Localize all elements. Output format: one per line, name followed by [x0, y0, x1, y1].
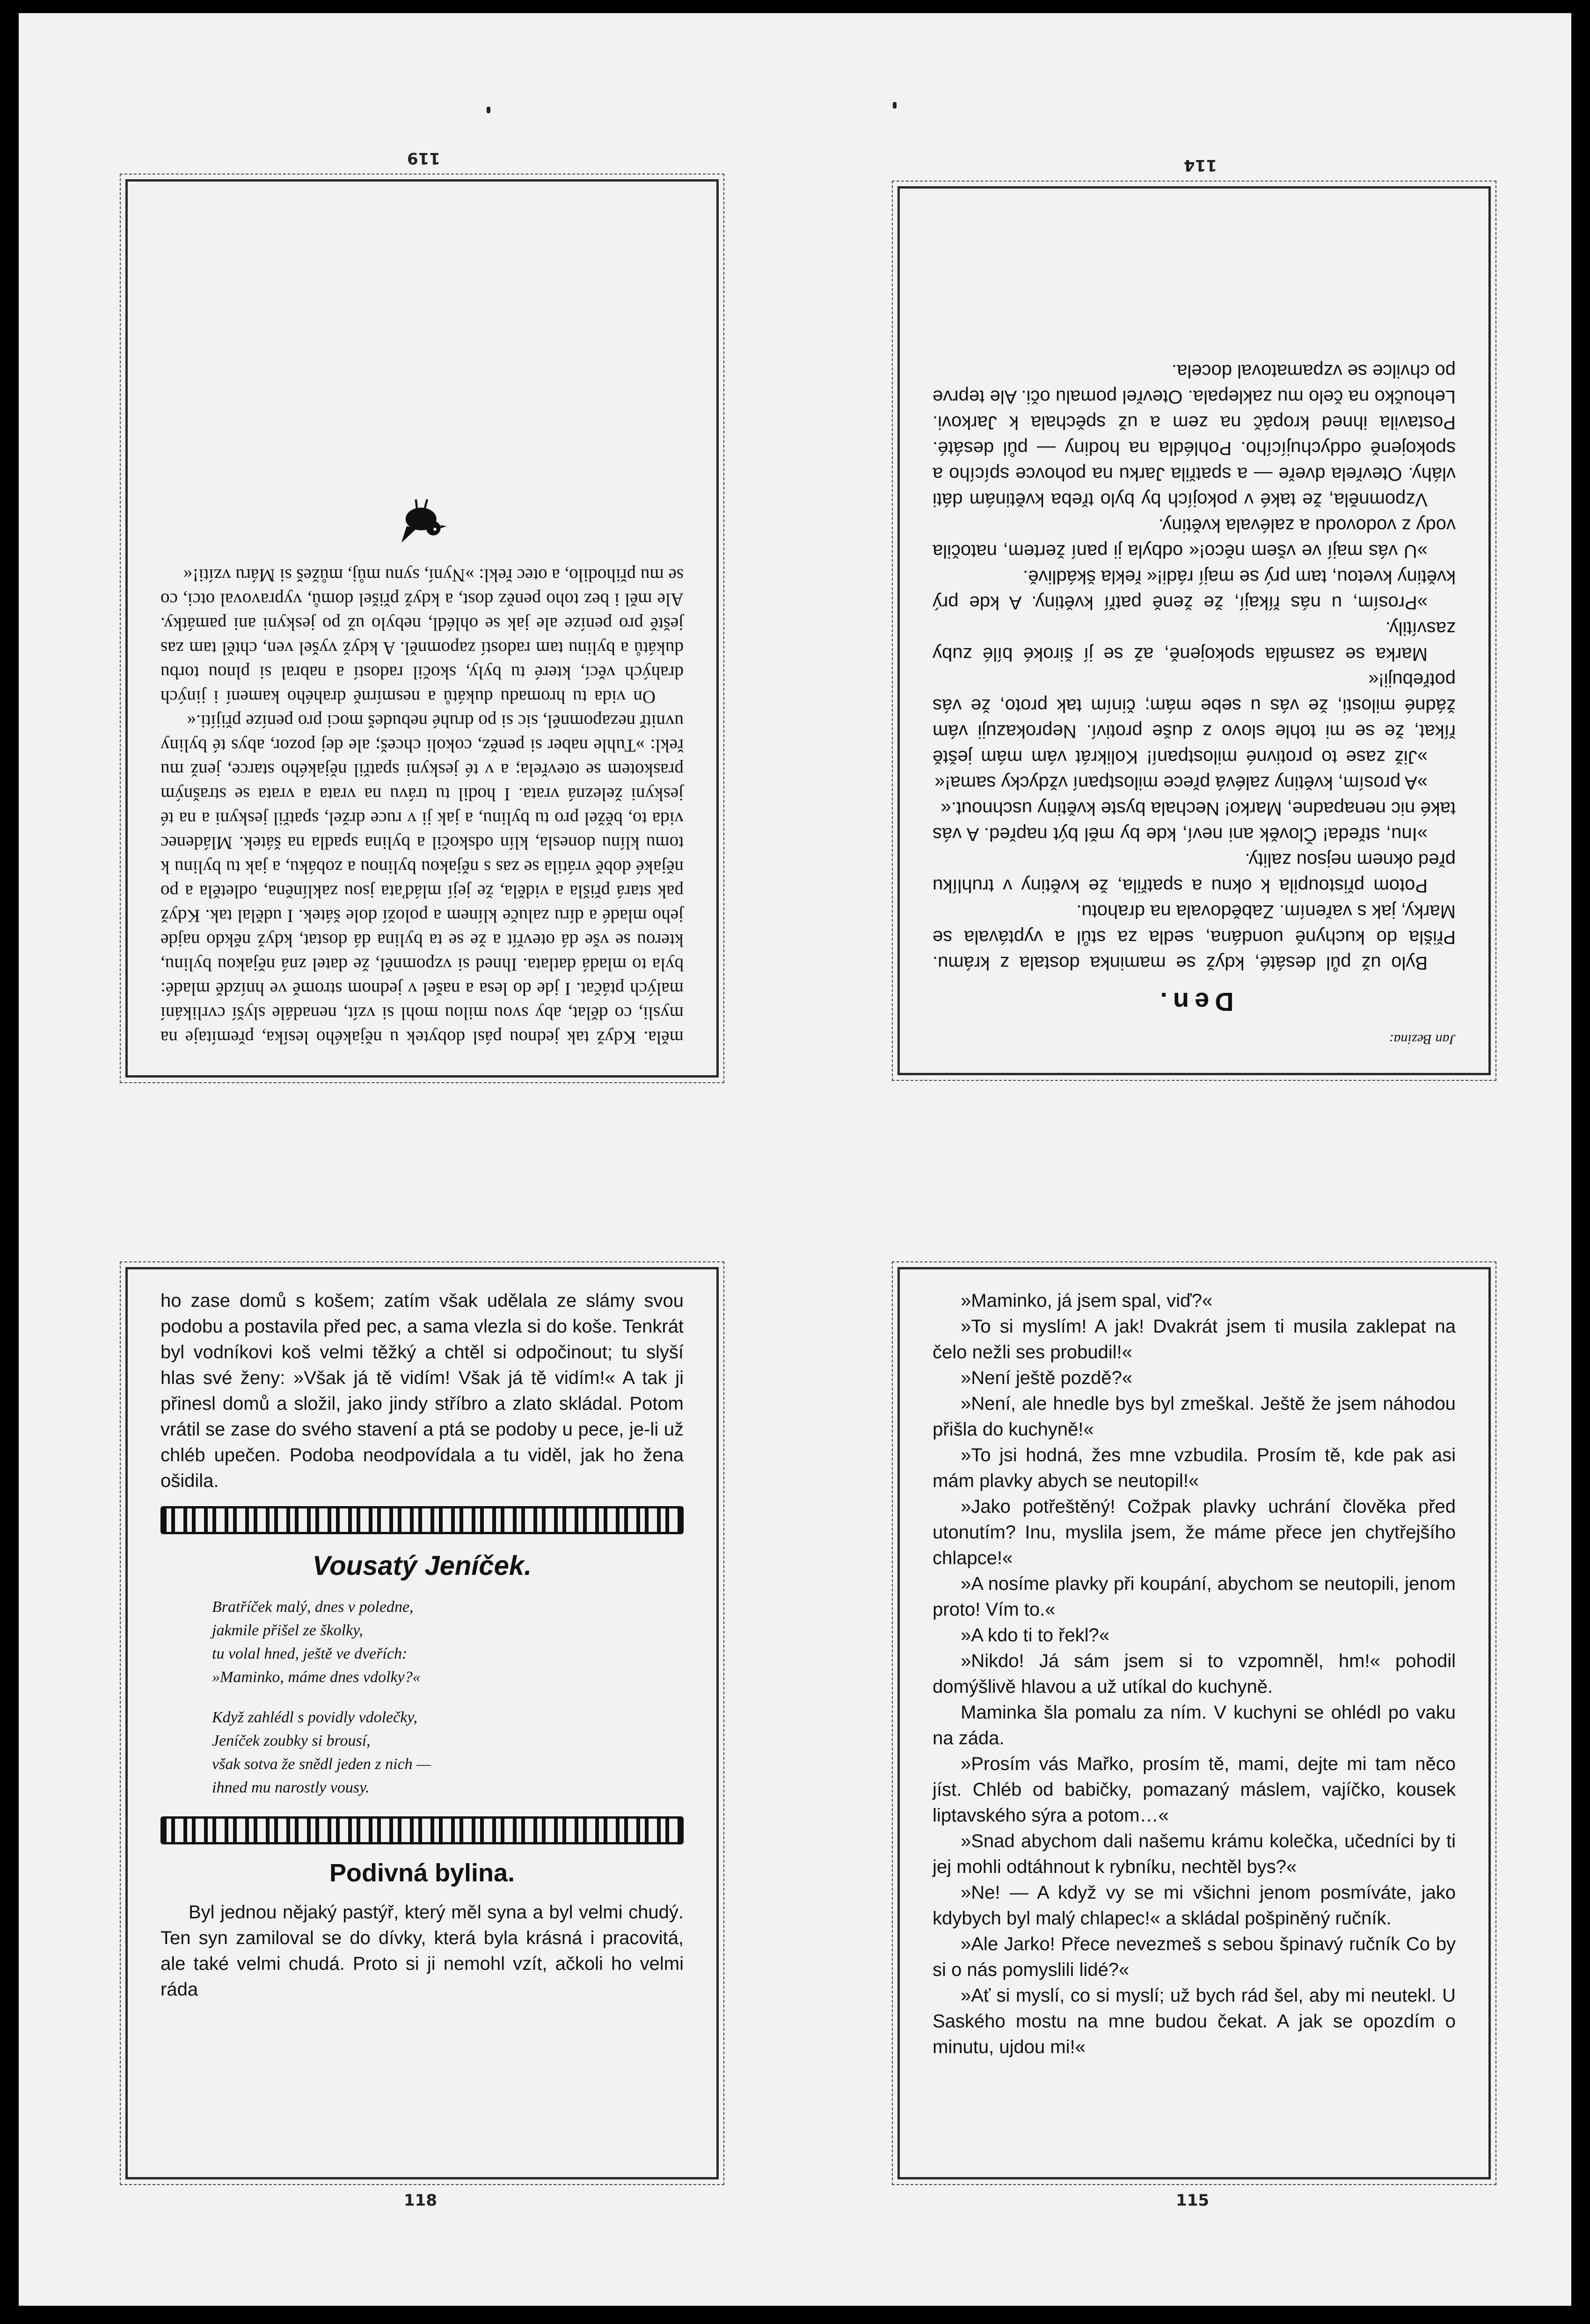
paragraph: »Ale Jarko! Přece nevezmeš s sebou špinavý ručník Co by si o nás pomyslili lidé?« [933, 1934, 1456, 1980]
paragraph: »Již zase to protivné milostpaní! Kolikrát vám mám ještě říkat, že se mi tohle slovo z duše protiví. Neprokazuji vám žádné milosti, že vás u sebe mám; činím tak proto, že vás potřebuji!« [933, 670, 1456, 767]
page-118 [125, 1267, 719, 2210]
paragraph: Marka se zasmála spokojeně, až se jí široké bílé zuby zasvítily. [933, 618, 1456, 664]
page-number: 119 [407, 149, 440, 168]
paragraph: ho zase domů s košem; zatím však udělala ze slámy svou podobu a postavila před pec, a sama vlezla si do koše. Tenkrát byl vodníkovi koš velmi těžký a chtěl si odpočinout; tu slyší hlas své ženy: »Však já tě vidím! Však já tě vidím!« A tak ji přinesl domů a složil, jako jindy stříbro a zlato skládal. Potom vrátil se zase do svého stavení a ptá se podoby u pece, je-li už chléb upečen. Podoba neodpovídala a tu viděl, jak ho žena ošidila. [160, 1290, 684, 1491]
poem-line: však sotva že snědl jeden z nich — [212, 1756, 431, 1773]
poem-line: »Maminko, máme dnes vdolky?« [212, 1668, 421, 1686]
paragraph: »To si myslím! A jak! Dvakrát jsem ti musila zaklepat na čelo nežli ses probudil!« [933, 1316, 1456, 1362]
paragraph: »Maminko, já jsem spal, viď?« [961, 1290, 1213, 1311]
page-number: 118 [404, 2191, 437, 2210]
page-number: 115 [1176, 2191, 1209, 2210]
ornament-divider [160, 1816, 684, 1844]
paragraph: »Není, ale hnedle bys byl zmeškal. Ještě že jsem náhodou přišla do kuchyně!« [933, 1393, 1456, 1440]
paragraph: Potom přistoupila k oknu a spatřila, že květiny v truhlíku před oknem nejsou zality. [933, 850, 1456, 896]
story-title: Podivná bylina. [329, 1859, 515, 1887]
poem-stanza [212, 1595, 684, 1689]
poem-line: Jeníček zoubky si brousí, [212, 1732, 371, 1749]
paragraph: »Ne! — A když vy se mi všichni jenom posmíváte, jako kdybych byl malý chlapec!« a skládal pošpiněný ručník. [933, 1882, 1456, 1929]
poem-line: ihned mu narostly vousy. [212, 1779, 370, 1796]
paragraph: »Inu, středa! Člověk ani neví, kde by měl být napřed. A vás také nic nenapadne, Marko! Nechala byste květiny uschnout.« [933, 798, 1456, 845]
page-number: 114 [1184, 156, 1217, 175]
poem-line: Když zahlédl s povidly vdolečky, [212, 1709, 418, 1726]
paragraph: »Ať si myslí, co si myslí; už bych rád šel, aby mi neutekl. U Saského mostu na mne budou čekat. A jak se opozdím o minutu, ujdou mi!« [933, 1985, 1456, 2057]
paragraph: »A kdo ti to řekl?« [961, 1625, 1109, 1646]
paragraph: »To jsi hodná, žes mne vzbudila. Prosím tě, kde pak asi mám plavky abych se neutopil!« [933, 1445, 1456, 1491]
paragraph: »Jako potřeštěný! Cožpak plavky uchrání člověka před utonutím? Inu, myslila jsem, že máme přece jen chytřejšího chlapce!« [933, 1496, 1456, 1568]
paragraph: »Snad abychom dali našemu krámu kolečka, učedníci by ti jej mohli odtáhnout k rybníku, nechtěl bys?« [933, 1831, 1456, 1877]
page-119 [125, 149, 719, 1078]
page-115 [897, 1267, 1491, 2210]
paragraph: On vida tu hromadu dukátů a nesmírně drahého kamení i jiných drahých věcí, které tu byly, skočil radostí a nabral si plnou torbu dukátů a bylinu tam radostí zapomněl. A když vyšel ven, chtěl tam zas ještě pro peníze ale jak se ohlédl, nebylo už po jeskyni ani památky. Ale měl i bez toho peněz dost, a když přišel domů, vypravoval otci, co se mu přihodilo, a otec řekl: »Nyní, synu můj, můžeš si Máru vzíti!« [160, 565, 684, 707]
registration-mark [487, 107, 490, 113]
paragraph: »Není ještě pozdě?« [961, 1368, 1132, 1388]
scanned-sheet [19, 13, 1571, 2306]
poem-title: Vousatý Jeníček. [312, 1551, 532, 1581]
poem-stanza [212, 1706, 684, 1799]
poem-line: tu volal hned, ještě ve dveřích: [212, 1645, 408, 1662]
poem [212, 1595, 684, 1799]
registration-mark [893, 102, 897, 109]
paragraph: Vzpomněla, že také v pokojích by bylo třeba květinám dáti vláhy. Otevřela dveře — a spatřila Jarku na pohovce spícího a spokojeně oddychujícího. Pohlédla na hodiny — půl desáté. Postavila ihned kropáč na zem a už spěchala k Jarkovi. Lehoučko na čelo mu zaklepala. Otevřel pomalu oči. Ale teprve po chvilce se vzpamatoval docela. [933, 361, 1456, 510]
chapter-title: Den. [1154, 987, 1234, 1017]
paragraph: »A prosím, květiny zalévá přece milostpaní vždycky sama!« [934, 772, 1428, 793]
paragraph: Maminka šla pomalu za ním. V kuchyni se ohlédl po vaku na záda. [933, 1702, 1456, 1748]
page-114 [897, 156, 1491, 1075]
paragraph: »U vás mají ve všem něco!« odbyla ji paní žertem, natočila vody z vodovodu a zalévala květiny. [933, 515, 1456, 561]
poem-line: Bratříček malý, dnes v poledne, [212, 1598, 414, 1616]
paragraph: »Prosím, u nás říkají, že ženě patří květiny. A kde prý květiny kvetou, tam prý se mají rádi!« řekla škádlivě. [933, 567, 1456, 613]
paragraph: měla. Když tak jednou pásl dobytek u nějakého lesíka, přemítaje na mysli, co dělat, aby svou milou mohl si vzít, nenadále slyší cvrlikání malých ptáčat. I jde do lesa a našel v jednom stromě ve hnízdě mladé: byla to mladá datlata. Ihned si vzpomněl, že datel zná nějakou bylinu, kterou se vše dá otevřít a že se ta bylina dá dostat, když někdo najde jeho mladé a díru zaluče klínem a položí dole šátek. I udělal tak. Když pak stará přišla a viděla, že její mláďata jsou zaklíněna, odletěla a po nějaké době vrátila se zas s nějakou bylinou a zobáku, a jak tu bylinu k tomu klínu donesla, klín odskočil a bylina spadla na šátek. Mládenec vida to, běžel pro tu bylinu, a jak ji v ruce držel, spatřil jeskyni a na té jeskyni železná vrata. I hodil tu trávu na vrata a vrata se strašným praskotem se otevřela; a v té jeskyni spatřil nějakého starce, jenž mu řekl: »Tuhle naber si peněz, cokoli chceš; ale dej pozor, abys té byliny uvnitř nezapomněl, sic si po druhé nebudeš moci pro peníze přijíti.« [160, 711, 684, 1048]
paragraph: Byl jednou nějaký pastýř, který měl syna a byl velmi chudý. Ten syn zamiloval se do dívky, která byla krásná i pracovitá, ale také velmi chudá. Proto si ji nemohl vzít, ačkoli ho velmi ráda [160, 1902, 684, 2000]
paragraph: »Nikdo! Já sám jsem si to vzpomněl, hm!« pohodil domýšlivě hlavou a už utíkal do kuchyně. [933, 1651, 1456, 1697]
ornament-divider [160, 1506, 684, 1534]
paragraph: »A nosíme plavky při koupání, abychom se neutopili, jenom proto! Vím to.« [933, 1574, 1456, 1620]
author-name: Jan Bezina: [1389, 1032, 1456, 1047]
paragraph: »Prosím vás Mařko, prosím tě, mami, dejte mi tam něco jíst. Chléb od babičky, pomazaný máslem, vajíčko, kousek liptavského sýra a potom…« [933, 1754, 1456, 1826]
bird-vignette-icon [396, 497, 448, 549]
poem-line: jakmile přišel ze školky, [212, 1622, 363, 1639]
paragraph: Bylo už půl desáté, když se maminka dostala z krámu. Přišla do kuchyně uondána, sedla za stůl a vyptávala se Marky, jak s vařením. Zabědovala na drahotu. [933, 901, 1456, 973]
